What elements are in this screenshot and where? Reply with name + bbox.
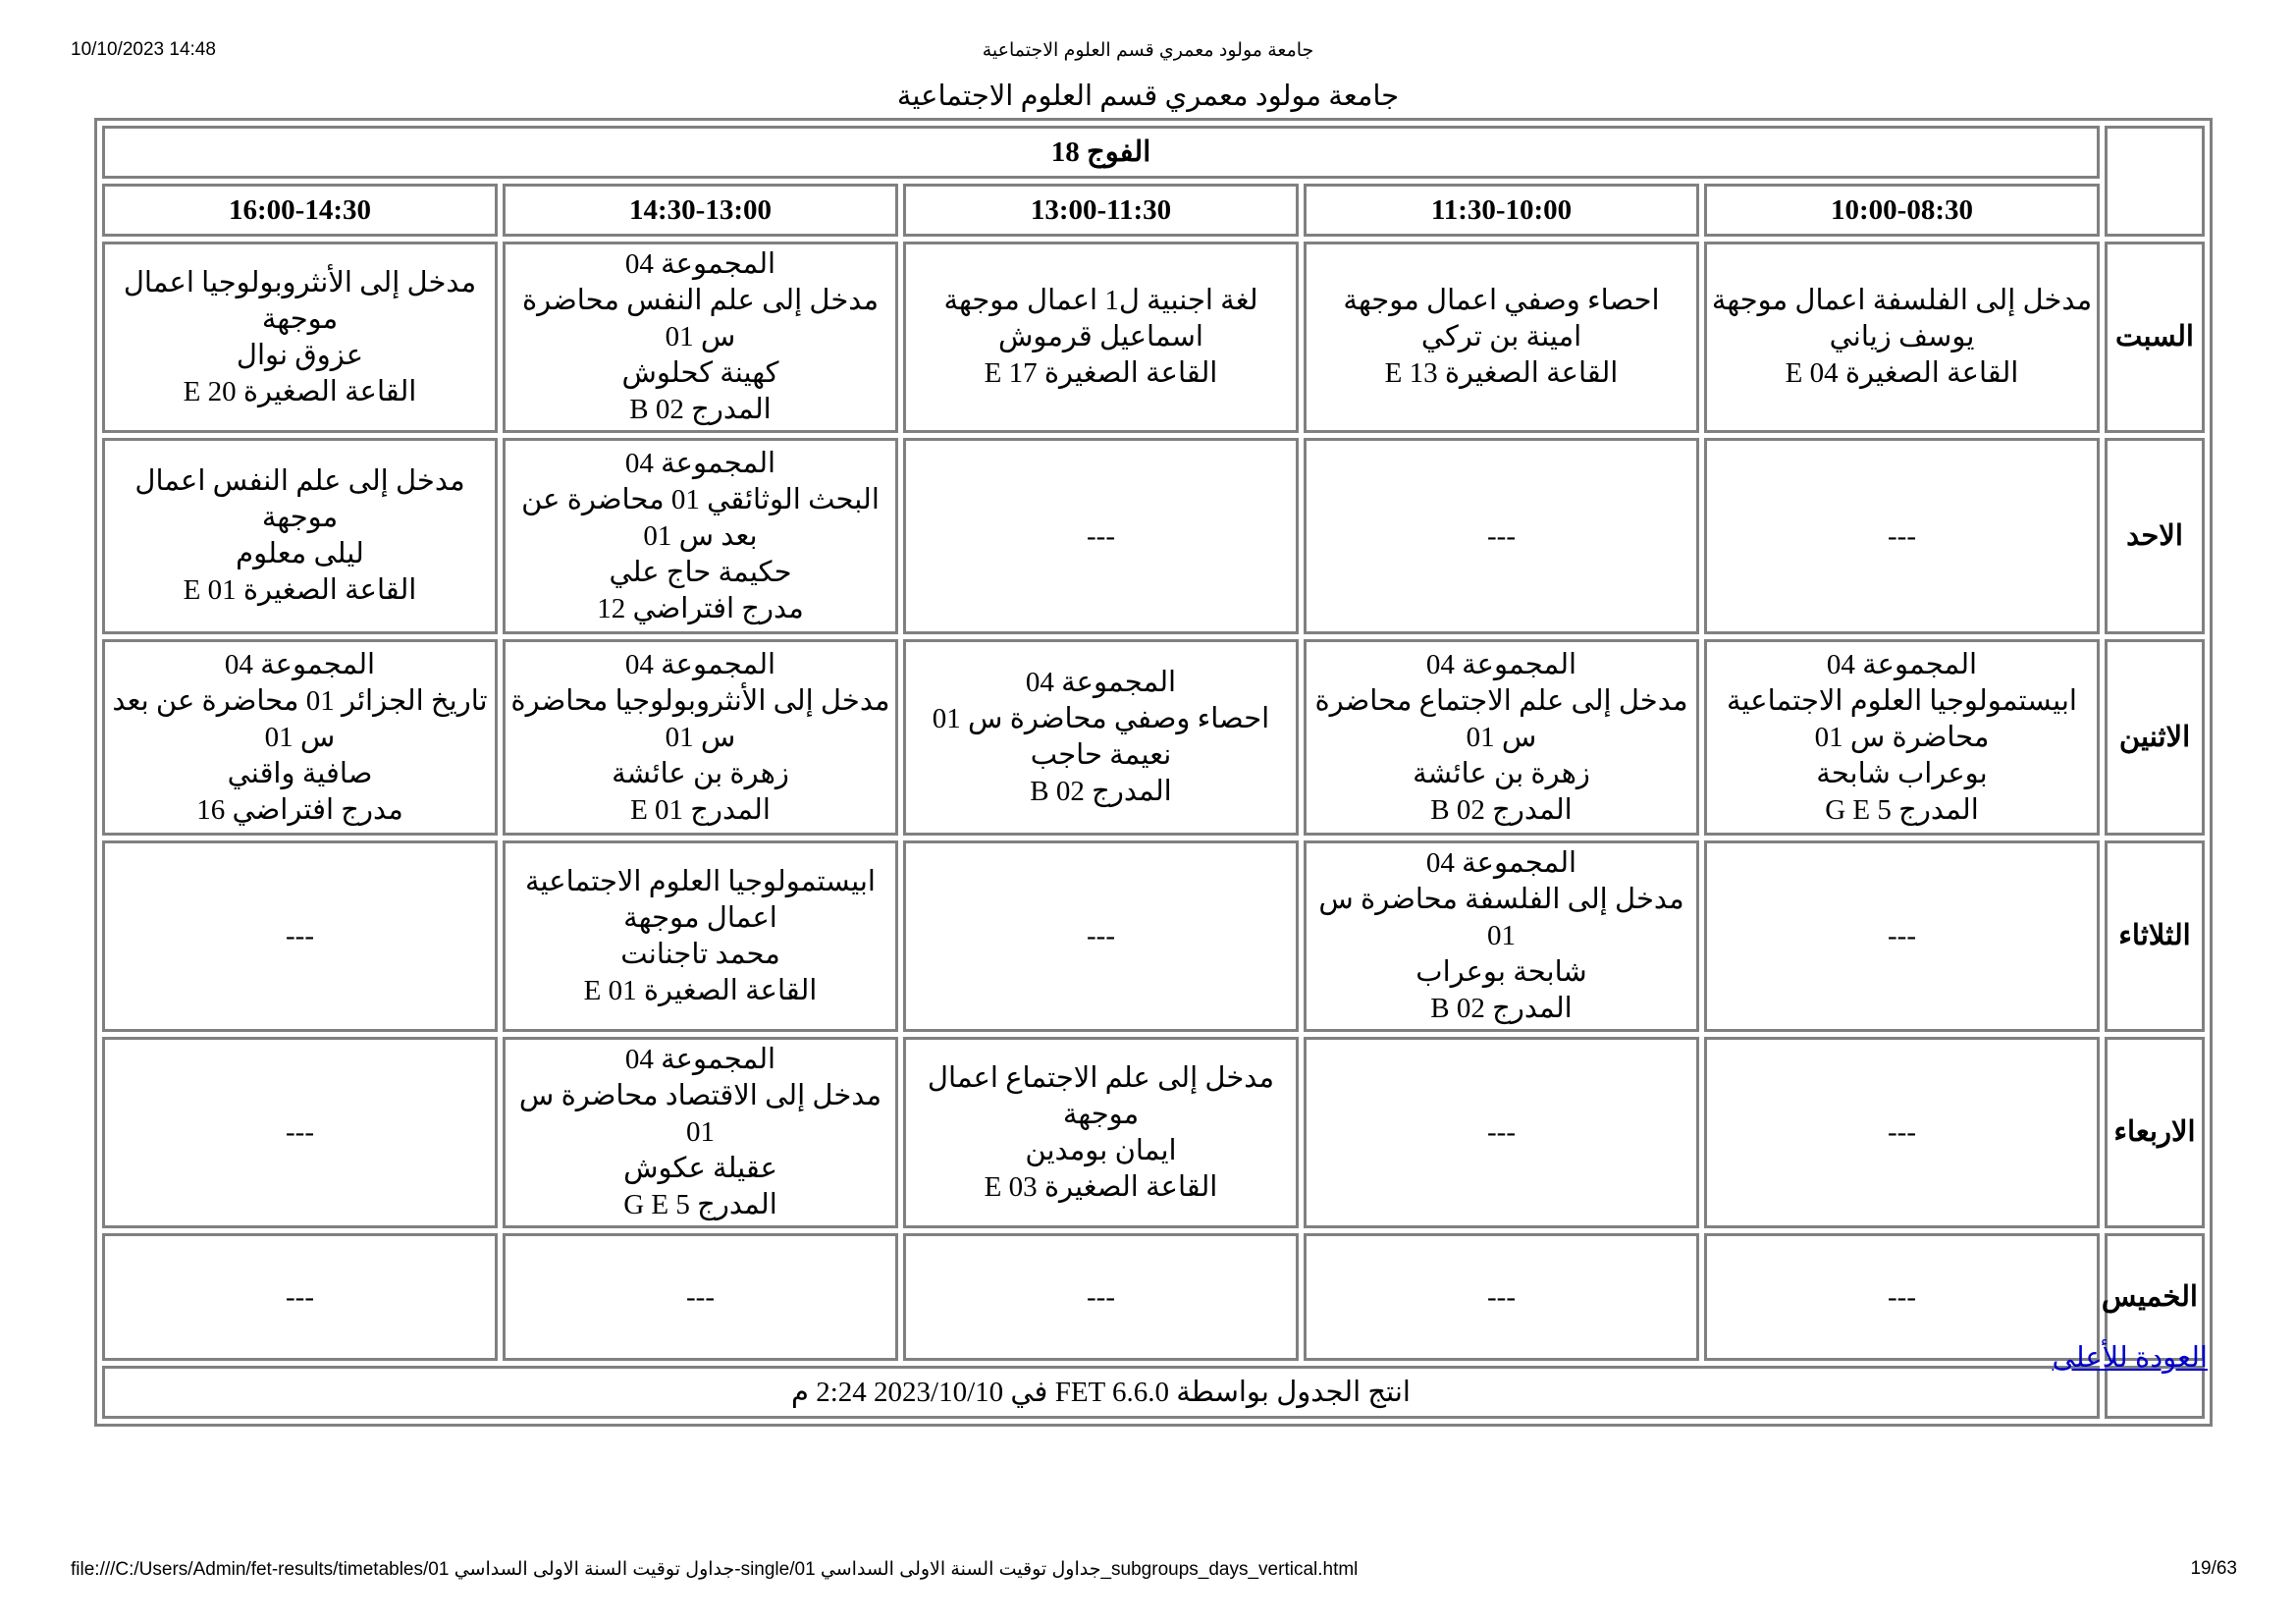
day-label: الاثنين xyxy=(2105,639,2205,836)
timetable-cell xyxy=(1704,1037,2100,1228)
cell-line: المجموعة 04 xyxy=(1425,648,1577,680)
cell-line: محمد تاجنانت xyxy=(620,938,780,970)
cell-line: مدخل إلى علم النفس اعمال موجهة xyxy=(134,465,465,533)
day-label: الخميس xyxy=(2105,1233,2205,1361)
cell-line: كهينة كحلوش xyxy=(621,357,779,389)
timetable-cell xyxy=(503,1233,898,1361)
empty-slot-marker: --- xyxy=(1487,519,1516,552)
print-page-title: جامعة مولود معمري قسم العلوم الاجتماعية xyxy=(982,40,1314,61)
cell-line: القاعة الصغيرة 04 E xyxy=(1785,357,2019,389)
timetable-cell xyxy=(903,242,1299,433)
timetable-cell xyxy=(1704,438,2100,634)
day-label: الاحد xyxy=(2105,438,2205,634)
cell-line: القاعة الصغيرة 17 E xyxy=(984,357,1218,389)
cell-line: المجموعة 04 xyxy=(224,648,376,680)
day-row xyxy=(102,438,2205,634)
timetable-cell xyxy=(903,438,1299,634)
print-page-count: 19/63 xyxy=(2190,1558,2237,1579)
cell-line: القاعة الصغيرة 13 E xyxy=(1384,357,1619,389)
cell-line: اسماعيل قرموش xyxy=(997,321,1203,352)
timetable-cell xyxy=(503,242,898,433)
timetable-cell xyxy=(903,639,1299,836)
timetable-cell xyxy=(1704,242,2100,433)
time-slot-header: 13:00-11:30 xyxy=(903,184,1299,237)
cell-line: مدرج افتراضي 12 xyxy=(597,592,804,624)
cell-line: مدخل إلى الأنثروبولوجيا اعمال موجهة xyxy=(123,266,477,335)
cell-line: المدرج 02 B xyxy=(1430,793,1573,826)
cell-line: مدخل إلى علم الاجتماع محاضرة س 01 xyxy=(1314,684,1688,753)
day-label: الاربعاء xyxy=(2105,1037,2205,1228)
timetable-cell xyxy=(503,438,898,634)
cell-line: ليلى معلوم xyxy=(236,538,364,569)
cell-line: عزوق نوال xyxy=(236,339,364,371)
empty-slot-marker: --- xyxy=(1487,1116,1516,1148)
empty-slot-marker: --- xyxy=(1888,519,1916,552)
cell-line: ابيستمولوجيا العلوم الاجتماعية اعمال موجهة xyxy=(525,865,876,934)
empty-slot-marker: --- xyxy=(1087,920,1115,951)
empty-slot-marker: --- xyxy=(286,920,314,951)
day-label: السبت xyxy=(2105,242,2205,433)
cell-line: المدرج 5 G E xyxy=(623,1189,777,1220)
cell-line: القاعة الصغيرة 01 E xyxy=(183,574,417,606)
back-to-top-link[interactable]: العودة للأعلى xyxy=(2052,1342,2208,1374)
cell-line: القاعة الصغيرة 01 E xyxy=(583,974,818,1006)
cell-line: حكيمة حاج علي xyxy=(609,556,792,588)
cell-line: المجموعة 04 xyxy=(624,1044,776,1075)
generated-by-note: انتج الجدول بواسطة FET 6.6.0 في 2023/10/10 2:24 م xyxy=(102,1366,2100,1419)
cell-line: يوسف زياني xyxy=(1829,321,1975,352)
timetable-cell xyxy=(903,1233,1299,1361)
timetable-cell xyxy=(1704,639,2100,836)
timetable xyxy=(94,118,2213,1427)
empty-slot-marker: --- xyxy=(286,1280,314,1313)
cell-line: المجموعة 04 xyxy=(624,447,776,479)
group-header-row xyxy=(102,126,2205,179)
cell-line: مدخل إلى الاقتصاد محاضرة س 01 xyxy=(518,1080,882,1148)
empty-slot-marker: --- xyxy=(1888,1116,1916,1148)
empty-slot-marker: --- xyxy=(1087,1280,1115,1313)
timetable-cell xyxy=(903,1037,1299,1228)
cell-line: المدرج 02 B xyxy=(1430,993,1573,1024)
footer-row xyxy=(102,1366,2205,1419)
day-row xyxy=(102,1037,2205,1228)
cell-line: مدرج افتراضي 16 xyxy=(196,793,403,826)
cell-line: تاريخ الجزائر 01 محاضرة عن بعد س 01 xyxy=(112,684,488,753)
cell-line: زهرة بن عائشة xyxy=(612,757,789,789)
timetable-cell xyxy=(1704,1233,2100,1361)
day-row xyxy=(102,1233,2205,1361)
cell-line: المجموعة 04 xyxy=(624,248,776,280)
time-slot-row xyxy=(102,184,2205,237)
timetable-cell xyxy=(1304,1037,1699,1228)
group-title: الفوج 18 xyxy=(102,126,2100,179)
timetable-cell xyxy=(102,1233,498,1361)
empty-slot-marker: --- xyxy=(1888,1280,1916,1313)
cell-line: احصاء وصفي اعمال موجهة xyxy=(1343,285,1660,316)
cell-line: لغة اجنبية ل1 اعمال موجهة xyxy=(943,285,1258,316)
cell-line: المجموعة 04 xyxy=(1425,847,1577,879)
cell-line: مدخل إلى الفلسفة محاضرة س 01 xyxy=(1318,884,1684,951)
cell-line: مدخل إلى علم النفس محاضرة س 01 xyxy=(521,285,880,352)
cell-line: القاعة الصغيرة 20 E xyxy=(183,375,417,407)
cell-line: المدرج 01 E xyxy=(630,793,771,826)
timetable-cell xyxy=(102,840,498,1032)
timetable-cell xyxy=(102,242,498,433)
timetable-cell xyxy=(1304,242,1699,433)
cell-line: شابحة بوعراب xyxy=(1415,956,1587,988)
timetable-cell xyxy=(1304,1233,1699,1361)
timetable-cell xyxy=(102,1037,498,1228)
cell-line: البحث الوثائقي 01 محاضرة عن بعد س 01 xyxy=(521,483,880,552)
cell-line: ابيستمولوجيا العلوم الاجتماعية محاضرة س 01 xyxy=(1727,684,2077,753)
time-slot-header: 14:30-13:00 xyxy=(503,184,898,237)
page-title: جامعة مولود معمري قسم العلوم الاجتماعية xyxy=(896,81,1400,112)
timetable-cell xyxy=(503,639,898,836)
corner-cell xyxy=(2105,126,2205,237)
timetable-cell xyxy=(1304,840,1699,1032)
empty-slot-marker: --- xyxy=(286,1116,314,1148)
cell-line: احصاء وصفي محاضرة س 01 xyxy=(932,703,1270,734)
time-slot-header: 11:30-10:00 xyxy=(1304,184,1699,237)
timetable-cell xyxy=(503,840,898,1032)
cell-line: مدخل إلى الأنثروبولوجيا محاضرة س 01 xyxy=(510,684,890,753)
day-row xyxy=(102,242,2205,433)
timetable-cell xyxy=(503,1037,898,1228)
cell-line: نعيمة حاجب xyxy=(1030,739,1172,771)
timetable-cell xyxy=(102,639,498,836)
cell-line: صافية واقني xyxy=(227,757,373,789)
cell-line: مدخل إلى الفلسفة اعمال موجهة xyxy=(1711,285,2093,316)
cell-line: القاعة الصغيرة 03 E xyxy=(984,1170,1218,1203)
day-row xyxy=(102,639,2205,836)
timetable-cell xyxy=(1304,438,1699,634)
cell-line: مدخل إلى علم الاجتماع اعمال موجهة xyxy=(927,1061,1275,1130)
cell-line: بوعراب شابحة xyxy=(1816,757,1988,789)
timetable-cell xyxy=(1304,639,1699,836)
timetable-cell xyxy=(903,840,1299,1032)
print-file-path: file:///C:/Users/Admin/fet-results/timetables/01 جداول توقيت السنة الاولى السداسي-single/01 جداول توقيت السنة الاولى السداسي_subgroups_days_vertical.html xyxy=(71,1559,1359,1580)
empty-slot-marker: --- xyxy=(1487,1280,1516,1313)
cell-line: المجموعة 04 xyxy=(624,648,776,680)
timetable-cell xyxy=(1704,840,2100,1032)
cell-line: ايمان بومدين xyxy=(1025,1134,1177,1166)
cell-line: امينة بن تركي xyxy=(1420,321,1582,352)
print-datetime: 10/10/2023 14:48 xyxy=(71,39,216,60)
cell-line: المدرج 02 B xyxy=(1030,776,1172,807)
cell-line: المدرج 02 B xyxy=(629,394,772,425)
cell-line: زهرة بن عائشة xyxy=(1413,757,1590,789)
cell-line: المدرج 5 G E xyxy=(1825,793,1979,826)
cell-line: عقيلة عكوش xyxy=(623,1153,777,1184)
cell-line: المجموعة 04 xyxy=(1025,667,1177,698)
timetable-cell xyxy=(102,438,498,634)
empty-slot-marker: --- xyxy=(1888,920,1916,951)
cell-line: المجموعة 04 xyxy=(1826,648,1978,680)
empty-slot-marker: --- xyxy=(1087,519,1115,552)
day-label: الثلاثاء xyxy=(2105,840,2205,1032)
day-row xyxy=(102,840,2205,1032)
time-slot-header: 16:00-14:30 xyxy=(102,184,498,237)
time-slot-header: 10:00-08:30 xyxy=(1704,184,2100,237)
empty-slot-marker: --- xyxy=(686,1280,715,1313)
